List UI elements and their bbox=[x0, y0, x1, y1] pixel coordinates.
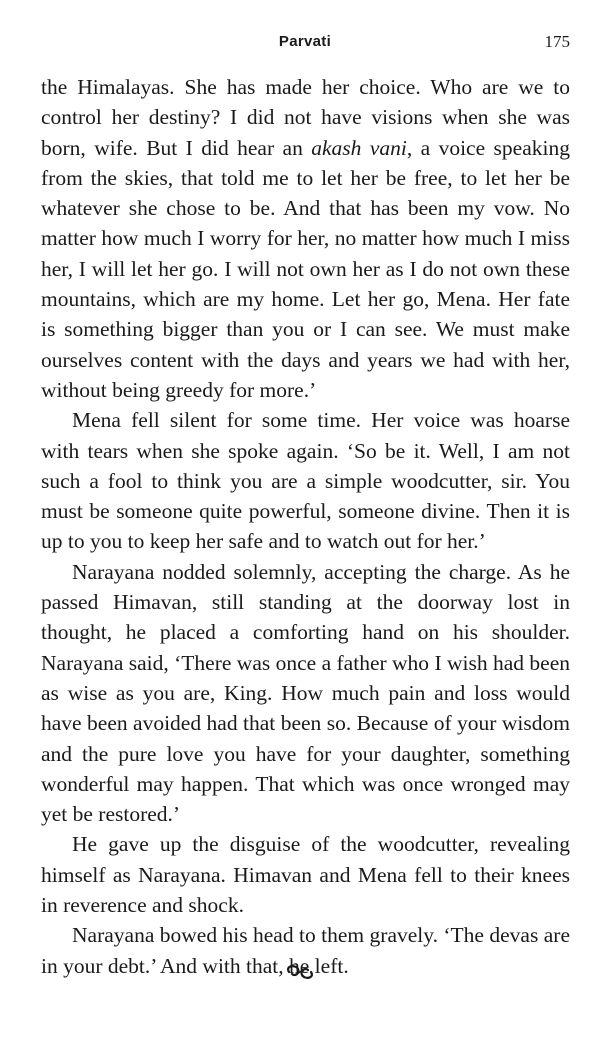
text-run: , a voice speaking from the skies, that told me to let her be free, to let her be whatever she chose to be. And that has been my vow. No matter how much I worry for her, no matter how much I miss her, I will let her go. I will not own her as I do not own these mountains, which are my home. Let her go, Mena. Her fate is something bigger than you or I can see. We must make ourselves content with the days and years we had with her, without being greedy for more.’ bbox=[41, 135, 570, 402]
chapter-title: Parvati bbox=[278, 33, 332, 50]
text-run: He gave up the disguise of the woodcutter, revealing himself as Narayana. Himavan and Mena fell to their knees in reverence and shock. bbox=[41, 832, 570, 918]
paragraph bbox=[41, 405, 570, 556]
text-run: the Himalayas. She has made her choice. Who are we to control her destiny? I did not have visions when she was born, wife. But I did hear an bbox=[41, 75, 570, 160]
text-run: Narayana bowed his head to them gravely. ‘The devas are in your debt.’ And with that, he left. bbox=[41, 923, 570, 978]
italic-phrase: akash vani bbox=[311, 135, 407, 160]
paragraph bbox=[41, 829, 570, 920]
text-run: Narayana nodded solemnly, accepting the charge. As he passed Himavan, still standing at the doorway lost in thought, he placed a comforting hand on his shoulder. Narayana said, ‘There was once a father who I wish had been as wise as you are, King. How much pain and loss would have been avoided had that been so. Because of your wisdom and the pure love you have for your daughter, something wonderful may happen. That which was once wronged may yet be restored.’ bbox=[41, 559, 570, 827]
running-head bbox=[40, 30, 570, 54]
paragraph bbox=[41, 72, 570, 405]
paragraph bbox=[41, 557, 570, 830]
body-text bbox=[41, 72, 570, 981]
section-break-ornament-icon bbox=[0, 962, 600, 987]
page-number: 175 bbox=[544, 32, 570, 51]
text-run: Mena fell silent for some time. Her voice was hoarse with tears when she spoke again. ‘So be it. Well, I am not such a fool to think you are a simple woodcutter, sir. You must be someone quite powerful, someone divine. Then it is up to you to keep her safe and to watch out for her.’ bbox=[41, 408, 570, 554]
